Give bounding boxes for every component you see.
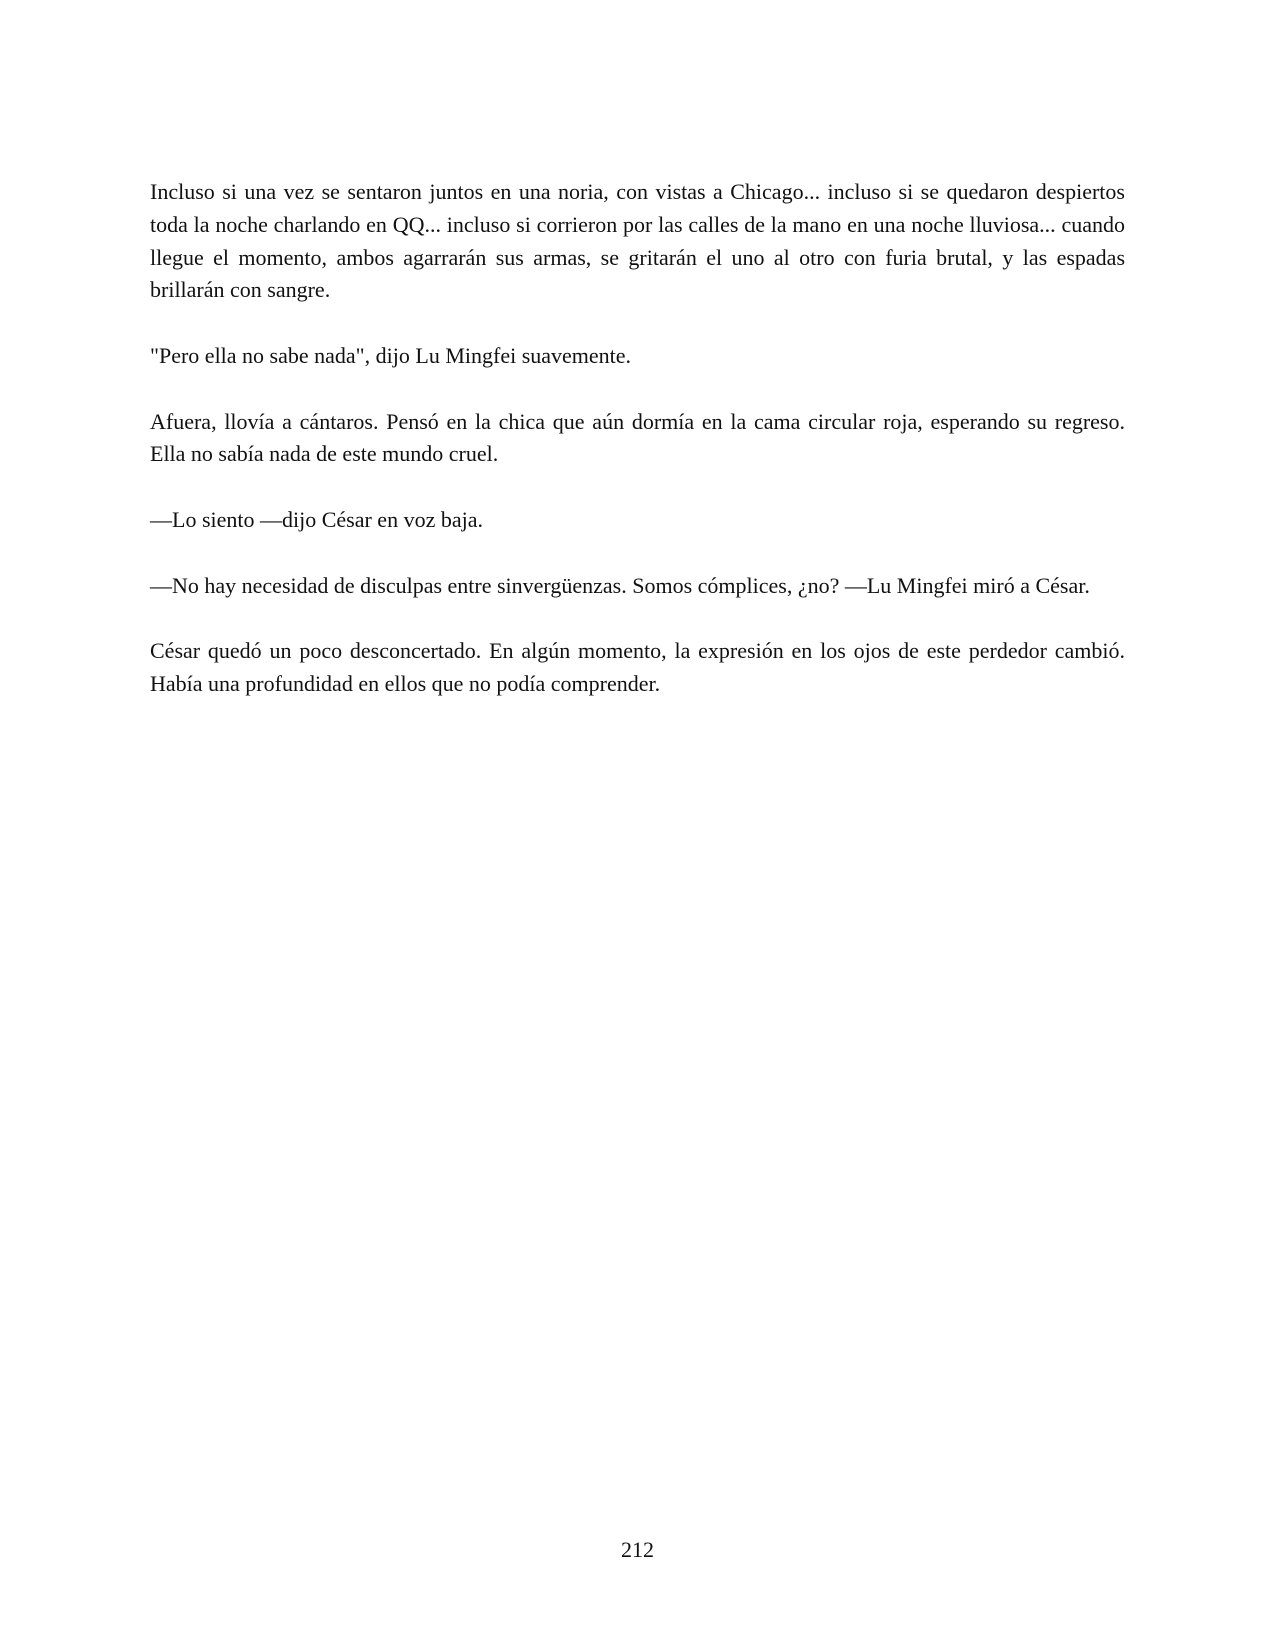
paragraph-apology: —Lo siento —dijo César en voz baja.	[150, 506, 483, 532]
paragraph-accomplices: —No hay necesidad de disculpas entre sinvergüenzas. Somos cómplices, ¿no? —Lu Mingfei miró a César.	[150, 572, 1090, 598]
paragraph-she-knows-nothing: "Pero ella no sabe nada", dijo Lu Mingfei suavemente.	[150, 342, 632, 368]
page-body	[150, 176, 1125, 734]
page-number: 212	[621, 1537, 654, 1562]
paragraph-raining-outside: Afuera, llovía a cántaros. Pensó en la chica que aún dormía en la cama circular roja, esperando su regreso. Ella no sabía nada de este mundo cruel.	[150, 408, 1125, 467]
paragraph-ferris-wheel: Incluso si una vez se sentaron juntos en una noria, con vistas a Chicago... incluso si se quedaron despiertos toda la noche charlando en QQ... incluso si corrieron por las calles de la mano en una noche lluviosa... cuando llegue el momento, ambos agarrarán sus armas, se gritarán el uno al otro con furia brutal, y las espadas brillarán con sangre.	[150, 179, 1125, 303]
paragraph-cesar-puzzled: César quedó un poco desconcertado. En algún momento, la expresión en los ojos de este perdedor cambió. Había una profundidad en ellos que no podía comprender.	[150, 638, 1125, 696]
